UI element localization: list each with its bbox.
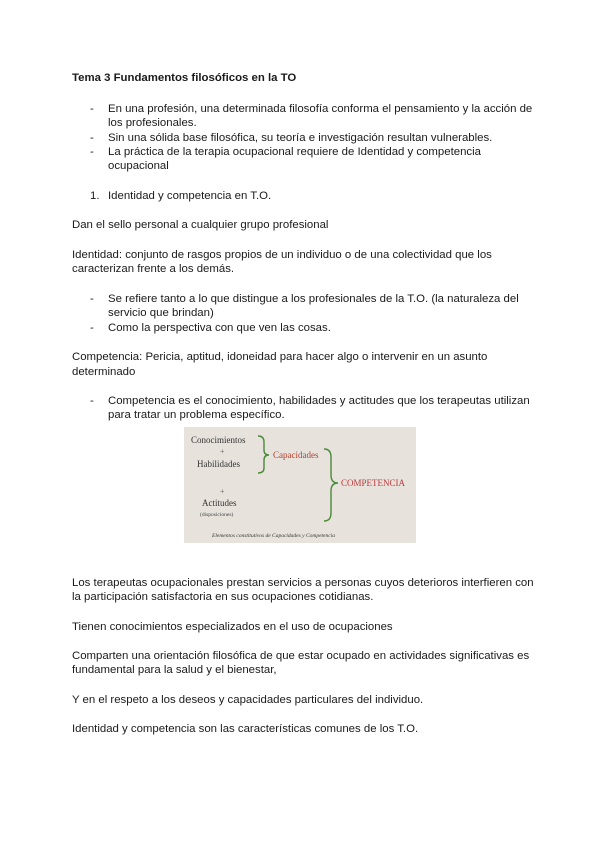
competencia-brace: [324, 449, 338, 521]
identidad-definition-line-1: Identidad: conjunto de rasgos propios de un individuo o de una colectividad que los: [72, 249, 492, 261]
bullet-marker: -: [90, 293, 94, 305]
paragraph-5: Identidad y competencia son las características comunes de los T.O.: [72, 723, 419, 735]
intro-bullet-1-line-2: los profesionales.: [108, 117, 197, 129]
bullet-marker: -: [90, 103, 94, 115]
competencia-definition-line-1: Competencia: Pericia, aptitud, idoneidad para hacer algo o intervenir en un asunto: [72, 351, 488, 363]
paragraph-3-line-2: fundamental para la salud y el bienestar,: [72, 664, 277, 676]
plus-sign: +: [220, 487, 225, 496]
intro-bullet-1-line-1: En una profesión, una determinada filosofía conforma el pensamiento y la acción de: [108, 103, 533, 115]
plus-sign: +: [220, 447, 225, 456]
identidad-bullet-1-line-2: servicio que brindan): [108, 307, 214, 319]
bullet-marker: -: [90, 146, 94, 158]
diagram-svg: [184, 427, 416, 543]
numbered-item-text: Identidad y competencia en T.O.: [108, 190, 272, 202]
label-habilidades: Habilidades: [197, 459, 240, 469]
identidad-bullet-1-line-1: Se refiere tanto a lo que distingue a los profesionales de la T.O. (la naturaleza del: [108, 293, 519, 305]
competencia-bullet-1-line-1: Competencia es el conocimiento, habilidades y actitudes que los terapeutas utilizan: [108, 395, 530, 407]
label-conocimientos: Conocimientos: [191, 435, 246, 445]
document-title: Tema 3 Fundamentos filosóficos en la TO: [72, 72, 297, 84]
competencia-definition-line-2: determinado: [72, 366, 136, 378]
diagram-caption: Elementos constitutivos de Capacidades y Competencia: [212, 533, 335, 539]
paragraph-1-line-2: la participación satisfactoria en sus ocupaciones cotidianas.: [72, 591, 374, 603]
label-capacidades: Capacidades: [273, 450, 319, 460]
intro-bullet-2-line-1: Sin una sólida base filosófica, su teoría e investigación resultan vulnerables.: [108, 132, 493, 144]
paragraph-1-line-1: Los terapeutas ocupacionales prestan servicios a personas cuyos deterioros interfieren con: [72, 577, 534, 589]
capacidades-brace: [258, 436, 269, 473]
bullet-marker: -: [90, 132, 94, 144]
sello-paragraph: Dan el sello personal a cualquier grupo profesional: [72, 219, 329, 231]
paragraph-4: Y en el respeto a los deseos y capacidades particulares del individuo.: [72, 694, 424, 706]
identidad-bullet-2-line-1: Como la perspectiva con que ven las cosas.: [108, 322, 331, 334]
numbered-item-number: 1.: [90, 190, 100, 202]
bullet-marker: -: [90, 395, 94, 407]
paragraph-3-line-1: Comparten una orientación filosófica de que estar ocupado en actividades significativas es: [72, 650, 530, 662]
competencia-diagram: [184, 427, 416, 543]
intro-bullet-3-line-2: ocupacional: [108, 160, 169, 172]
intro-bullet-3-line-1: La práctica de la terapia ocupacional requiere de Identidad y competencia: [108, 146, 481, 158]
paragraph-2: Tienen conocimientos especializados en el uso de ocupaciones: [72, 621, 393, 633]
bullet-marker: -: [90, 322, 94, 334]
identidad-definition-line-2: caracterizan frente a los demás.: [72, 263, 235, 275]
label-competencia: COMPETENCIA: [341, 478, 406, 488]
label-actitudes: Actitudes: [202, 498, 237, 508]
competencia-bullet-1-line-2: para tratar un problema específico.: [108, 409, 285, 421]
label-disposiciones: (disposiciones): [200, 512, 234, 518]
